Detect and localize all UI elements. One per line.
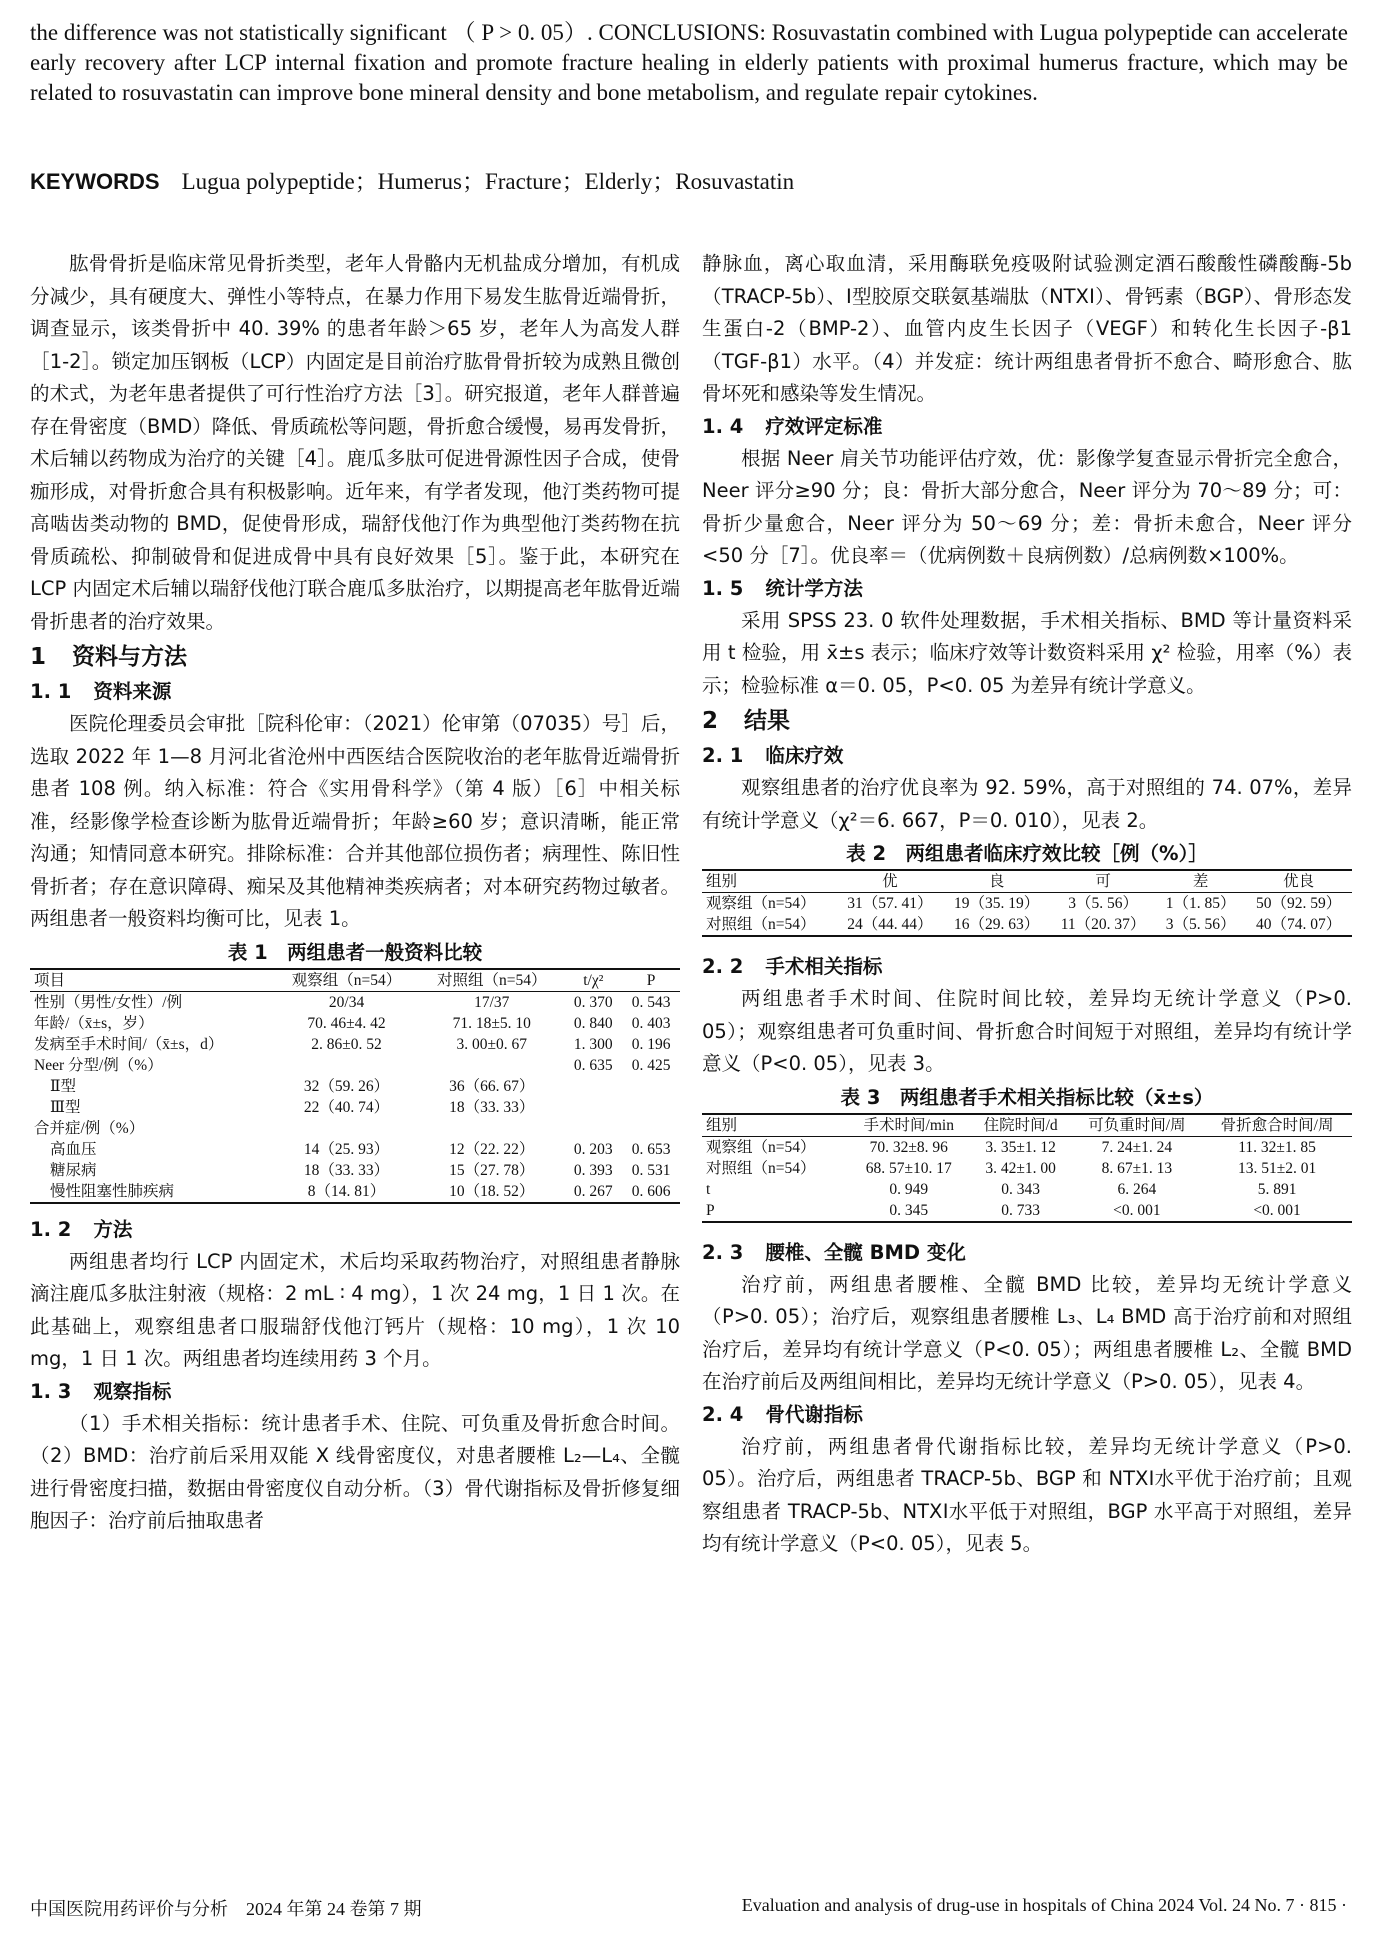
table-row bbox=[30, 1139, 680, 1160]
section-1-heading: 1 资料与方法 bbox=[30, 644, 188, 670]
section-1-5-text: 采用 SPSS 23. 0 软件处理数据，手术相关指标、BMD 等计量资料采用 t 检验，用 x̄±s 表示；临床疗效等计数资料采用 χ² 检验，用率（%）表示；检验标准 α＝0. 05，P<0. 05 为差异有统计学意义。 bbox=[702, 608, 1352, 697]
section-2-3-heading: 2. 3 腰椎、全髋 BMD 变化 bbox=[702, 1240, 966, 1264]
table-cell: P bbox=[706, 1201, 715, 1219]
table-cell: 合并症/例（%） bbox=[34, 1119, 145, 1137]
table-cell: 性别（男性/女性）/例 bbox=[34, 993, 183, 1011]
table-cell: 11（20. 37） bbox=[1060, 916, 1146, 933]
table-cell: Neer 分型/例（%） bbox=[34, 1056, 163, 1074]
table-cell: 14（25. 93） bbox=[303, 1140, 390, 1158]
table-cell bbox=[274, 1118, 419, 1139]
table-cell: 3. 35±1. 12 bbox=[985, 1138, 1056, 1156]
table-row bbox=[702, 1200, 1352, 1222]
table-row bbox=[30, 1118, 680, 1139]
table-cell: 3（5. 56） bbox=[1068, 895, 1138, 912]
table-cell: 糖尿病 bbox=[50, 1161, 97, 1179]
table-cell: 观察组（n=54） bbox=[706, 895, 816, 912]
table-cell: 0. 543 bbox=[631, 993, 671, 1011]
table-cell: 0. 606 bbox=[631, 1182, 671, 1200]
table-row bbox=[30, 1181, 680, 1203]
table-3-caption: 表 3 两组患者手术相关指标比较（x̄±s） bbox=[840, 1085, 1214, 1109]
table-cell: 32（59. 26） bbox=[303, 1077, 390, 1095]
section-2-3-text: 治疗前，两组患者腰椎、全髋 BMD 比较，差异均无统计学意义（P>0. 05）；治疗后，观察组患者腰椎 L₃、L₄ BMD 高于治疗前和对照组治疗后，差异均有统计学意义（P<0. 05）；两组患者腰椎 L₂、全髋 BMD 在治疗前后及两组间相比，差异均无统计学意义（P>0. 05），见表 4。 bbox=[702, 1272, 1352, 1393]
table-header-cell: 项目 bbox=[34, 971, 66, 989]
table-cell: 年龄/（x̄±s，岁） bbox=[34, 1014, 154, 1032]
table-cell: <0. 001 bbox=[1253, 1201, 1301, 1219]
table-header-cell: 组别 bbox=[706, 1116, 738, 1134]
table-header-cell: 良 bbox=[988, 873, 1005, 890]
table-cell: 10（18. 52） bbox=[449, 1182, 535, 1200]
table-header-cell: 手术时间/min bbox=[863, 1116, 954, 1134]
section-2-4-heading: 2. 4 骨代谢指标 bbox=[702, 1402, 863, 1426]
table-cell: Ⅲ型 bbox=[50, 1098, 81, 1116]
table-cell: 2. 86±0. 52 bbox=[311, 1035, 382, 1053]
keywords-list: Lugua polypeptide；Humerus；Fracture；Elderly；Rosuvastatin bbox=[181, 169, 795, 194]
table-cell: 18（33. 33） bbox=[449, 1098, 535, 1116]
table-cell: 19（35. 19） bbox=[954, 895, 1040, 912]
table-cell: 高血压 bbox=[50, 1140, 97, 1158]
table-cell bbox=[622, 1097, 680, 1118]
table-2-caption: 表 2 两组患者临床疗效比较［例（%）］ bbox=[846, 842, 1208, 865]
table-cell: 12（22. 22） bbox=[449, 1140, 535, 1158]
table-row bbox=[702, 1158, 1352, 1179]
table-cell: 0. 393 bbox=[573, 1161, 613, 1179]
table-cell: 70. 32±8. 96 bbox=[869, 1138, 948, 1156]
table-cell bbox=[274, 1055, 419, 1076]
section-1-2-text: 两组患者均行 LCP 内固定术，术后均采取药物治疗，对照组患者静脉滴注鹿瓜多肽注射液（规格：2 mL ∶ 4 mg），1 次 24 mg，1 日 1 次。在此基础上，观察组患者口服瑞舒伐他汀钙片（规格：10 mg），1 次 10 mg，1 日 1 次。两组患者均连续用药 3 个月。 bbox=[30, 1249, 680, 1370]
section-2-1-heading: 2. 1 临床疗效 bbox=[702, 744, 844, 767]
table-cell: 70. 46±4. 42 bbox=[307, 1014, 386, 1032]
table-cell: 发病至手术时间/（x̄±s，d） bbox=[34, 1035, 224, 1053]
table-row bbox=[30, 1013, 680, 1034]
table-row bbox=[702, 914, 1352, 936]
table-row bbox=[30, 991, 680, 1013]
table-cell bbox=[564, 1076, 622, 1097]
table-cell: 0. 343 bbox=[1001, 1180, 1041, 1198]
table-cell: 50（92. 59） bbox=[1255, 895, 1342, 912]
table-row bbox=[30, 1076, 680, 1097]
table-header-cell: 可负重时间/周 bbox=[1088, 1116, 1186, 1134]
table-cell bbox=[564, 1097, 622, 1118]
table-cell: 68. 57±10. 17 bbox=[865, 1159, 952, 1177]
table-row bbox=[30, 1034, 680, 1055]
table-header-cell: 骨折愈合时间/周 bbox=[1220, 1116, 1334, 1134]
section-1-1-text: 医院伦理委员会审批［院科伦审：（2021）伦审第（07035）号］后，选取 2022 年 1—8 月河北省沧州中西医结合医院收治的老年肱骨近端骨折患者 108 例。纳入标准：符合《实用骨科学》（第 4 版）［6］中相关标准，经影像学检查诊断为肱骨近端骨折；年龄≥60 岁；意识清晰，能正常沟通；知情同意本研究。排除标准：合并其他部位损伤者；病理性、陈旧性骨折者；存在意识障碍、痴呆及其他精神类疾病者；对本研究药物过敏者。两组患者一般资料均衡可比，见表 1。 bbox=[30, 712, 680, 930]
table-cell: 3. 00±0. 67 bbox=[456, 1035, 528, 1053]
section-2-heading: 2 结果 bbox=[702, 708, 791, 734]
section-1-2-heading: 1. 2 方法 bbox=[30, 1217, 133, 1241]
table-cell: 31（57. 41） bbox=[847, 895, 933, 912]
section-1-4-text: 根据 Neer 肩关节功能评估疗效，优：影像学复查显示骨折完全愈合，Neer 评分≥90 分；良：骨折大部分愈合，Neer 评分为 70～89 分；可：骨折少量愈合，Neer 评分为 50～69 分；差：骨折未愈合，Neer 评分<50 分［7］。优良率＝（优病例数＋良病例数）/总病例数×100%。 bbox=[702, 446, 1352, 567]
table-cell bbox=[564, 1118, 622, 1139]
table-cell: 0. 345 bbox=[889, 1201, 929, 1219]
section-1-4-heading: 1. 4 疗效评定标准 bbox=[702, 414, 883, 438]
table-cell bbox=[419, 1118, 564, 1139]
table-cell: Ⅱ型 bbox=[50, 1077, 77, 1095]
footer-journal-en: Evaluation and analysis of drug-use in hospitals of China 2024 Vol. 24 No. 7 · 815 · bbox=[741, 1895, 1347, 1915]
table-3 bbox=[702, 1113, 1352, 1223]
continued-paragraph: 静脉血，离心取血清，采用酶联免疫吸附试验测定酒石酸酸性磷酸酶-5b（TRACP-5b）、Ⅰ型胶原交联氨基端肽（NTXⅠ）、骨钙素（BGP）、骨形态发生蛋白-2（BMP-2）、血管内皮生长因子（VEGF）和转化生长因子-β1（TGF-β1）水平。（4）并发症：统计两组患者骨折不愈合、畸形愈合、肱骨坏死和感染等发生情况。 bbox=[702, 252, 1352, 405]
table-header-cell: 组别 bbox=[706, 873, 738, 890]
table-header-cell: 住院时间/d bbox=[983, 1116, 1058, 1134]
section-2-2-heading: 2. 2 手术相关指标 bbox=[702, 955, 883, 978]
table-cell: 13. 51±2. 01 bbox=[1237, 1159, 1317, 1177]
table-cell: 0. 425 bbox=[631, 1056, 671, 1074]
table-cell: 71. 18±5. 10 bbox=[452, 1014, 531, 1032]
table-cell: 对照组（n=54） bbox=[706, 916, 816, 933]
table-row bbox=[702, 1136, 1352, 1158]
table-cell: 0. 635 bbox=[573, 1056, 613, 1074]
section-1-5-heading: 1. 5 统计学方法 bbox=[702, 576, 863, 600]
table-cell: 0. 840 bbox=[573, 1014, 613, 1032]
table-cell: 慢性阻塞性肺疾病 bbox=[50, 1182, 175, 1200]
table-cell: 24（44. 44） bbox=[847, 916, 933, 933]
section-2-2-text: 两组患者手术时间、住院时间比较，差异均无统计学意义（P>0. 05）；观察组患者可负重时间、骨折愈合时间短于对照组，差异均有统计学意义（P<0. 05），见表 3。 bbox=[702, 987, 1352, 1075]
section-1-1-heading: 1. 1 资料来源 bbox=[30, 680, 172, 703]
table-header-cell: t/χ² bbox=[583, 971, 604, 989]
table-header-cell: 优良 bbox=[1283, 873, 1315, 890]
table-cell: 8（14. 81） bbox=[307, 1182, 386, 1200]
table-cell bbox=[622, 1118, 680, 1139]
section-2-4-text: 治疗前，两组患者骨代谢指标比较，差异均无统计学意义（P>0. 05）。治疗后，两组患者 TRACP-5b、BGP 和 NTXⅠ水平优于治疗前；且观察组患者 TRACP-5b、NTXⅠ水平低于对照组，BGP 水平高于对照组，差异均有统计学意义（P<0. 05），见表 5。 bbox=[702, 1434, 1352, 1555]
table-row bbox=[30, 1097, 680, 1118]
abstract-text: the difference was not statistically significant （ P > 0. 05）. CONCLUSIONS: Rosuvastatin combined with Lugua polypeptide can accelerate early recovery after LCP internal fixation and promote fracture healing in elderly patients with proximal humerus fracture, which may be related to rosuvastatin can improve bone mineral density and bone metabolism, and regulate repair cytokines. bbox=[30, 20, 1348, 105]
table-cell: 1. 300 bbox=[573, 1035, 613, 1053]
table-header-cell: 可 bbox=[1095, 873, 1111, 890]
table-2 bbox=[702, 869, 1352, 937]
keywords-label: KEYWORDS bbox=[30, 169, 160, 194]
table-cell: 18（33. 33） bbox=[303, 1161, 390, 1179]
table-cell: 0. 403 bbox=[631, 1014, 671, 1032]
table-cell: 0. 531 bbox=[631, 1161, 671, 1179]
table-cell: 0. 203 bbox=[573, 1140, 613, 1158]
table-cell: t bbox=[706, 1180, 711, 1198]
intro-paragraph: 肱骨骨折是临床常见骨折类型，老年人骨骼内无机盐成分增加，有机成分减少，具有硬度大、弹性小等特点，在暴力作用下易发生肱骨近端骨折，调查显示，该类骨折中 40. 39% 的患者年龄＞65 岁，老年人为高发人群［1-2］。锁定加压钢板（LCP）内固定是目前治疗肱骨骨折较为成熟且微创的术式，为老年患者提供了可行性治疗方法［3］。研究报道，老年人群普遍存在骨密度（BMD）降低、骨质疏松等问题，骨折愈合缓慢，易再发骨折，术后辅以药物成为治疗的关键［4］。鹿瓜多肽可促进骨源性因子合成，使骨痂形成，对骨折愈合具有积极影响。近年来，有学者发现，他汀类药物可提高啮齿类动物的 BMD，促使骨形成，瑞舒伐他汀作为典型他汀类药物在抗骨质疏松、抑制破骨和促进成骨中具有良好效果［5］。鉴于此，本研究在 LCP 内固定术后辅以瑞舒伐他汀联合鹿瓜多肽治疗，以期提高老年肱骨近端骨折患者的治疗效果。 bbox=[30, 252, 680, 633]
table-header-cell: 差 bbox=[1192, 873, 1209, 890]
keywords-line bbox=[30, 163, 794, 196]
table-header-cell: P bbox=[646, 971, 656, 989]
table-cell: 1（1. 85） bbox=[1165, 895, 1236, 912]
table-cell: 40（74. 07） bbox=[1255, 916, 1342, 933]
table-cell: 22（40. 74） bbox=[303, 1098, 390, 1116]
table-1-caption: 表 1 两组患者一般资料比较 bbox=[227, 940, 483, 964]
table-row bbox=[702, 1179, 1352, 1200]
table-row bbox=[702, 893, 1352, 915]
table-cell: 36（66. 67） bbox=[449, 1077, 535, 1095]
table-cell bbox=[622, 1076, 680, 1097]
table-cell: 0. 949 bbox=[889, 1180, 929, 1198]
right-column bbox=[702, 248, 1352, 1561]
table-1 bbox=[30, 968, 680, 1204]
table-cell: 16（29. 63） bbox=[954, 916, 1040, 933]
table-row bbox=[30, 1160, 680, 1181]
table-cell: 0. 653 bbox=[631, 1140, 671, 1158]
table-cell: 20/34 bbox=[328, 993, 365, 1011]
table-header-cell: 对照组（n=54） bbox=[437, 971, 547, 989]
table-header-cell: 观察组（n=54） bbox=[291, 971, 402, 989]
table-cell: 17/37 bbox=[474, 993, 510, 1011]
table-cell: 6. 264 bbox=[1117, 1180, 1157, 1198]
table-cell: 0. 196 bbox=[631, 1035, 671, 1053]
table-cell bbox=[419, 1055, 564, 1076]
table-cell: 观察组（n=54） bbox=[706, 1138, 816, 1156]
table-cell: 15（27. 78） bbox=[449, 1161, 535, 1179]
table-cell: 7. 24±1. 24 bbox=[1101, 1138, 1173, 1156]
table-cell: 3. 42±1. 00 bbox=[985, 1159, 1056, 1177]
section-1-3-text: （1）手术相关指标：统计患者手术、住院、可负重及骨折愈合时间。（2）BMD：治疗前后采用双能 X 线骨密度仪，对患者腰椎 L₂—L₄、全髋进行骨密度扫描，数据由骨密度仪自动分析。（3）骨代谢指标及骨折修复细胞因子：治疗前后抽取患者 bbox=[30, 1411, 680, 1532]
table-cell: 对照组（n=54） bbox=[706, 1159, 816, 1177]
left-column bbox=[30, 248, 680, 1538]
table-cell: 5. 891 bbox=[1257, 1180, 1297, 1198]
table-row bbox=[30, 1055, 680, 1076]
footer-journal-cn: 中国医院用药评价与分析 2024 年第 24 卷第 7 期 bbox=[30, 1899, 422, 1919]
section-1-3-heading: 1. 3 观察指标 bbox=[30, 1379, 172, 1403]
table-cell: 0. 733 bbox=[1001, 1201, 1041, 1219]
table-cell: 3（5. 56） bbox=[1165, 916, 1236, 933]
section-2-1-text: 观察组患者的治疗优良率为 92. 59%，高于对照组的 74. 07%，差异有统计学意义（χ²＝6. 667，P＝0. 010），见表 2。 bbox=[702, 776, 1352, 832]
table-cell: 0. 267 bbox=[573, 1182, 613, 1200]
table-cell: 0. 370 bbox=[573, 993, 613, 1011]
table-cell: <0. 001 bbox=[1113, 1201, 1161, 1219]
table-cell: 8. 67±1. 13 bbox=[1101, 1159, 1173, 1177]
table-header-cell: 优 bbox=[882, 873, 898, 890]
table-cell: 11. 32±1. 85 bbox=[1238, 1138, 1316, 1156]
